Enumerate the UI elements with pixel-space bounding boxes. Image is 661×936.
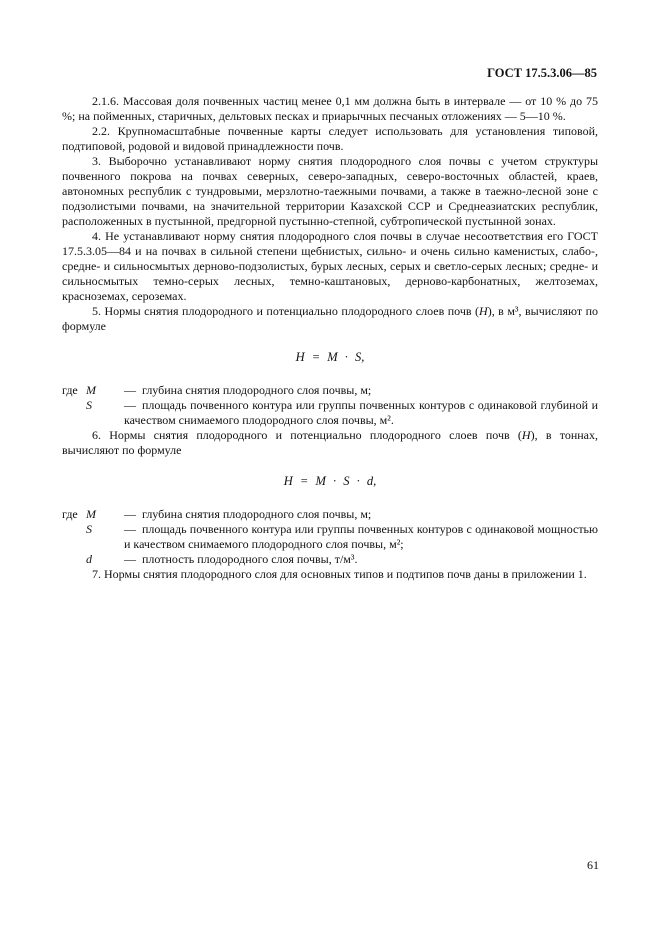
definition-row	[62, 507, 598, 522]
definition-lead: где	[62, 507, 78, 521]
paragraph-2-2: 2.2. Крупномасштабные почвенные карты следует использовать для установления типовой, подтиповой, родовой и видовой принадлежности почв.	[62, 124, 598, 153]
variable-h: H	[521, 428, 531, 442]
definition-text: плотность плодородного слоя почвы, т/м³.	[142, 552, 358, 566]
definition-dash: —	[124, 552, 136, 566]
page-number: 61	[587, 858, 599, 872]
variable-h: H	[479, 304, 488, 318]
definition-dash: —	[124, 522, 136, 536]
definition-symbol: M	[86, 383, 96, 397]
definition-symbol: M	[86, 507, 96, 521]
definition-symbol: S	[86, 398, 92, 412]
paragraph-4: 4. Не устанавливают норму снятия плодородного слоя почвы в случае несоответствия его ГОСТ 17.5.3.05—84 и на почвах в сильной степени щебнистых, сильно- и очень сильно каменистых, слабо-, средне- и сильносмытых дерново-подзолистых, бурых лесных, серых и светло-серых лесных; средне- и сильносмытых темно-серых лесных, темно-каштановых, дерново-карбонатных, желтоземах, красноземах, сероземах.	[62, 229, 598, 303]
paragraph-6	[62, 428, 598, 458]
paragraph-3: 3. Выборочно устанавливают норму снятия плодородного слоя почвы с учетом структуры почвенного покрова на почвах северных, северо-западных, северо-восточных областей, краев, автономных республик с тундровыми, мерзлотно-таежными почвами, а также в таежно-лесной зоне с подзолистыми почвами, на значительной территории Казахской ССР и Среднеазиатских республик, расположенных в пустынной, предгорной пустынно-степной, субтропической пустынной зонах.	[62, 154, 598, 228]
document-body	[62, 94, 598, 582]
definition-row	[62, 552, 598, 567]
paragraph-6-text-b: ), в тоннах, вычисляют по формуле	[62, 428, 598, 457]
definition-row	[62, 398, 598, 428]
definition-dash: —	[124, 398, 136, 412]
paragraph-7: 7. Нормы снятия плодородного слоя для основных типов и подтипов почв даны в приложении 1.	[92, 567, 587, 581]
definition-symbol: d	[86, 552, 92, 566]
document-code-header: ГОСТ 17.5.3.06—85	[487, 66, 597, 80]
definition-dash: —	[124, 383, 136, 397]
paragraph-6-text-a: 6. Нормы снятия плодородного и потенциально плодородного слоев почв (	[92, 428, 522, 442]
definitions-2	[62, 507, 598, 567]
definition-lead: где	[62, 383, 78, 397]
definition-text: площадь почвенного контура или группы почвенных контуров с одинаковой мощностью и качеством снимаемого плодородного слоя почвы, м²;	[124, 522, 598, 551]
definition-text: площадь почвенного контура или группы почвенных контуров с одинаковой глубиной и качеством снимаемого плодородного слоя почвы, м².	[124, 398, 598, 427]
definition-row	[62, 522, 598, 552]
definition-symbol: S	[86, 522, 92, 536]
paragraph-2-1-6: 2.1.6. Массовая доля почвенных частиц менее 0,1 мм должна быть в интервале — от 10 % до 75 %; на пойменных, старичных, дельтовых песках и приарычных песчаных отложениях — 5—10 %.	[62, 94, 598, 123]
definition-text: глубина снятия плодородного слоя почвы, м;	[142, 383, 372, 397]
paragraph-5-text-a: 5. Нормы снятия плодородного и потенциально плодородного слоев почв (	[92, 304, 480, 318]
definition-row	[62, 383, 598, 398]
paragraph-5	[62, 304, 598, 334]
definition-dash: —	[124, 507, 136, 521]
definitions-1	[62, 383, 598, 428]
definition-text: глубина снятия плодородного слоя почвы, м;	[142, 507, 372, 521]
formula-2: H = M · S · d,	[283, 474, 377, 488]
formula-1: H = M · S,	[295, 350, 365, 364]
paragraph-5-text-b: ), в м³, вычисляют по формуле	[62, 304, 598, 333]
